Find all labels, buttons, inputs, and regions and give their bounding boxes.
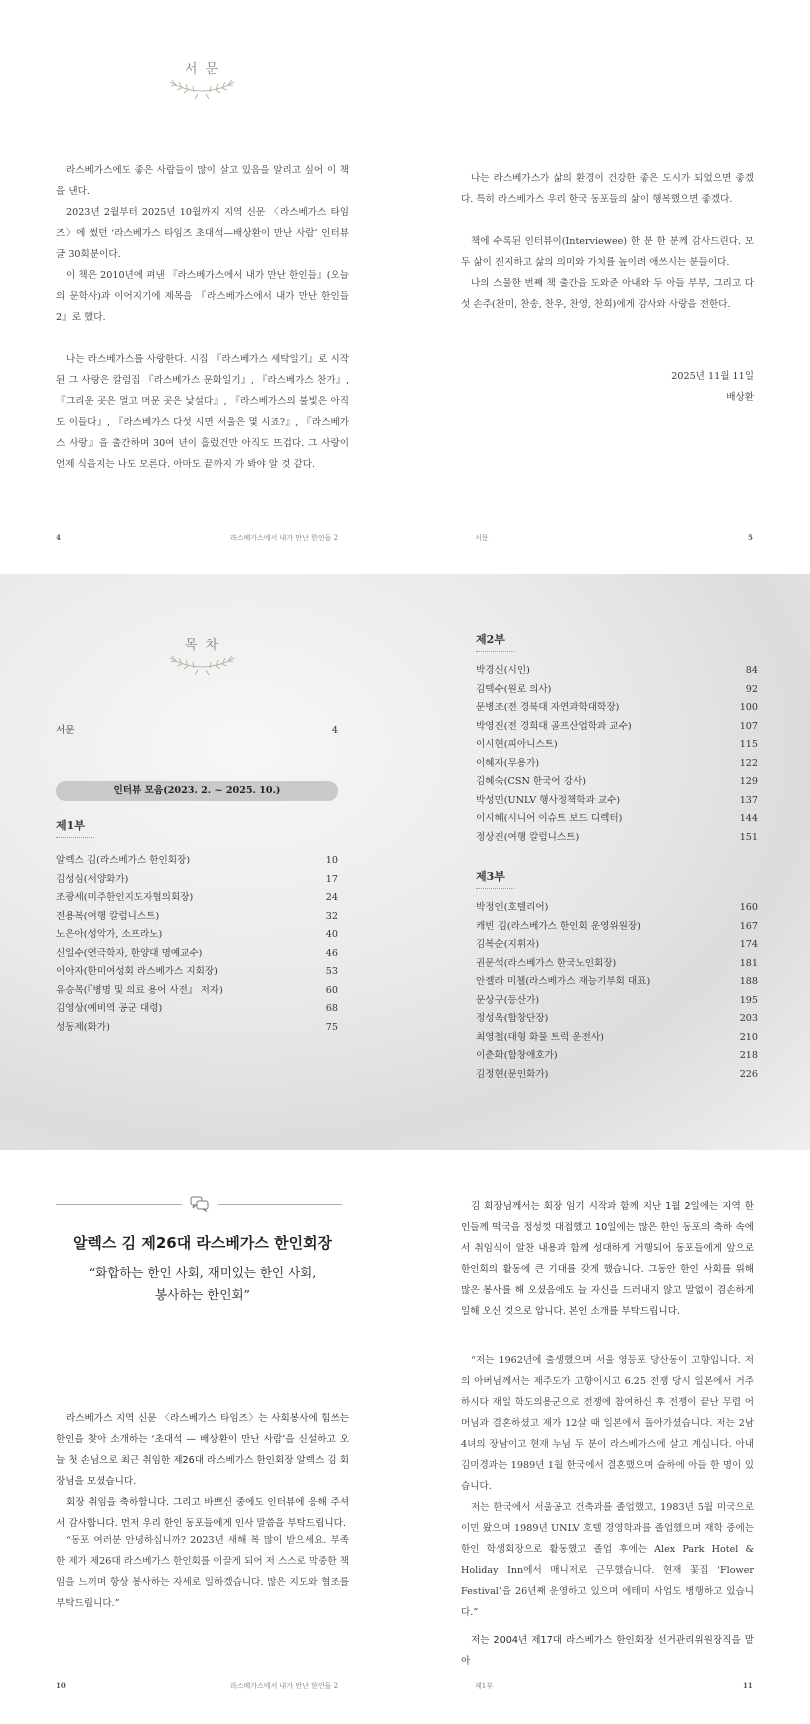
toc-entry-page: 53 [325, 966, 338, 977]
toc-entry[interactable] [56, 945, 338, 964]
toc-entry-preface[interactable] [56, 722, 338, 741]
toc-entry[interactable] [56, 1019, 338, 1038]
spread-interview [0, 1150, 810, 1724]
question-paragraph: 김 회장님께서는 회장 임기 시작과 함께 지난 1월 2일에는 지역 한인들께 떡국을 정성껏 대접했고 10일에는 많은 한인 동포의 축하 속에서 취임식이 알찬 내용과 함께 성대하게 거행되어 동포들에게 앞으로 한인회의 활동에 큰 기대를 갖게 했습니다. 그동안 한인 사회를 위해 많은 봉사를 해 오셨음에도 늘 자신을 드러내지 않고 말없이 겸손하게 일해 오신 것으로 압니다. 본인 소개를 부탁드립니다. [461, 1201, 754, 1317]
toc-entry-label: 이시현(피아니스트) [476, 739, 558, 750]
toc-entry-label: 문병조(전 경북대 자연과학대학장) [476, 702, 620, 713]
toc-entry-page: 10 [325, 855, 338, 866]
rule-right [218, 1204, 342, 1205]
preface-paragraph: 라스베가스에도 좋은 사람들이 많이 살고 있음을 알리고 싶어 이 책을 낸다. [56, 165, 349, 197]
toc-entry-label: 김성심(서양화가) [56, 873, 129, 885]
page-5 [405, 0, 810, 574]
spread-toc [0, 574, 810, 1150]
preface-paragraph: 나는 라스베가스를 사랑한다. 시집 『라스베가스 세탁일기』로 시작된 그 사랑은 칼럼집 『라스베가스 문화일기』, 『라스베가스 찬가』, 『그리운 곳은 멀고 머문 곳은 낯설다』, 『라스베가스의 불빛은 아직도 이들다』, 『라스베가스 다섯 시면 서울은 몇 시죠?』, 『라스베가스 사랑』을 출간하며 30여 년이 흘렀건만 아직도 뜨겁다. 그 사랑이 언제 식을지는 나도 모른다. 아마도 끝까지 가 봐야 알 것 같다. [56, 354, 349, 470]
toc-entry-label: 김영상(예비역 공군 대령) [56, 1003, 163, 1014]
toc-entry[interactable] [476, 992, 758, 1011]
toc-entry[interactable] [476, 755, 758, 774]
interview-question [461, 1196, 754, 1322]
toc-entry-page: 129 [739, 776, 758, 787]
toc-entry[interactable] [56, 871, 338, 890]
running-head: 라스베가스에서 내가 만난 한인들 2 [230, 534, 339, 542]
toc-entry[interactable] [476, 1029, 758, 1048]
toc-entry[interactable] [476, 899, 758, 918]
toc-entry-page: 40 [325, 929, 338, 940]
toc-entry-page: 160 [739, 902, 758, 913]
page-11 [405, 1150, 810, 1724]
preface-paragraph: 책에 수록된 인터뷰이(Interviewee) 한 분 한 분께 감사드린다. 모두 삶이 진지하고 삶의 의미와 가치를 높이려 애쓰시는 분들이다. [461, 236, 754, 268]
toc-entry-page: 218 [739, 1050, 758, 1061]
interview-intro [56, 1408, 349, 1534]
running-head: 서문 [475, 534, 489, 542]
laurel-ornament-icon [162, 646, 242, 676]
toc-entry[interactable] [476, 829, 758, 848]
preface-date: 2025년 11월 11일 [671, 371, 754, 382]
page-number: 4 [56, 533, 61, 542]
toc-entry-label: 박영진(전 경희대 골프산업학과 교수) [476, 720, 632, 732]
toc-entry-label: 박정인(호텔리어) [476, 902, 549, 913]
toc-entry[interactable] [476, 955, 758, 974]
toc-entry-page: 75 [325, 1021, 338, 1033]
toc-entry[interactable] [476, 792, 758, 811]
toc-entry[interactable] [56, 982, 338, 1001]
interview-answer [56, 1530, 349, 1614]
toc-entry-label: 서문 [56, 725, 75, 736]
toc-entry-page: 17 [325, 873, 338, 885]
toc-entry-label: 김혜숙(CSN 한국어 강사) [476, 776, 587, 787]
preface-paragraph: 이 책은 2010년에 펴낸 『라스베가스에서 내가 만난 한인들』(오늘의 문학사)과 이어지기에 제목을 『라스베가스에서 내가 만난 한인들 2』로 했다. [56, 270, 349, 323]
question-paragraph: 회장 취임을 축하합니다. 그리고 바쁘신 중에도 인터뷰에 응해 주셔서 감사합니다. 먼저 우리 한인 동포들에게 인사 말씀을 부탁드립니다. [56, 1497, 349, 1529]
toc-entry[interactable] [476, 736, 758, 755]
toc-entry[interactable] [476, 662, 758, 681]
part-title: 제2부 [476, 631, 514, 652]
toc-entry-label: 이춘화(합창애호가) [476, 1050, 558, 1061]
toc-entry-page: 122 [739, 757, 758, 769]
spread-preface [0, 0, 810, 574]
toc-entry[interactable] [476, 681, 758, 700]
toc-entry-label: 이혜자(무용가) [476, 757, 540, 769]
toc-entry-label: 최영철(대형 화물 트럭 운전사) [476, 1031, 604, 1043]
page-number: 11 [743, 1681, 753, 1690]
toc-entry-label: 전용복(여행 칼럼니스트) [56, 910, 160, 922]
interview-answer [461, 1350, 754, 1623]
page-number: 5 [748, 533, 753, 542]
question-paragraph: 라스베가스 지역 신문 〈라스베가스 타임즈〉는 사회봉사에 힘쓰는 한인을 찾아 소개하는 ‘초대석 — 배상환이 만난 사람’을 신설하고 오늘 첫 손님으로 최근 취임한 제26대 라스베가스 한인회장 알렉스 김 회장님을 모셨습니다. [56, 1413, 349, 1487]
question-paragraph: 저는 2004년 제17대 라스베가스 한인회장 선거관리위원장직을 맡아 [461, 1635, 754, 1667]
toc-entry-label: 정성옥(합창단장) [476, 1013, 549, 1024]
toc-entry-page: 137 [739, 794, 758, 806]
part-title: 제3부 [476, 868, 514, 889]
toc-entry-page: 181 [739, 957, 758, 969]
preface-body-right [461, 168, 754, 315]
toc-entry[interactable] [476, 699, 758, 718]
toc-entry-label: 노은아(성악가, 소프라노) [56, 929, 163, 940]
toc-entry[interactable] [476, 773, 758, 792]
toc-entry-page: 46 [325, 947, 338, 959]
toc-entry-page: 210 [739, 1031, 758, 1043]
toc-entry-page: 144 [739, 813, 758, 824]
toc-entry-page: 92 [745, 683, 758, 695]
toc-entry[interactable] [56, 852, 338, 871]
answer-paragraph: “저는 1962년에 출생했으며 서울 영등포 당산동이 고향입니다. 저의 아버님께서는 제주도가 고향이시고 6.25 전쟁 당시 일본에서 거주하시다 재일 학도의용군으로 전쟁에 참여하신 후 전쟁이 끝난 무렵 어머님과 결혼하셨고 제가 12살 때 일본에서 돌아가셨습니다. 저는 2남 4녀의 장남이고 현재 누님 두 분이 라스베가스에 살고 계십니다. 아내 김미경과는 1989년 1월 한국에서 결혼했으며 슬하에 아들 한 명이 있습니다. [461, 1355, 754, 1492]
part-title: 제1부 [56, 817, 94, 838]
interview-title: 알렉스 김 제26대 라스베가스 한인회장 [72, 1234, 333, 1252]
running-head: 라스베가스에서 내가 만난 한인들 2 [230, 1682, 339, 1690]
toc-right-page [405, 574, 810, 1150]
toc-entry[interactable] [56, 926, 338, 945]
preface-heading: 서 문 [184, 62, 221, 77]
toc-entry-label: 김택수(원로 의사) [476, 683, 552, 695]
preface-paragraph: 나의 스물한 번째 책 출간을 도와준 아내와 두 아들 부부, 그리고 다섯 손주(찬미, 찬송, 찬우, 찬영, 찬희)에게 감사와 사랑을 전한다. [461, 278, 754, 310]
page-4 [0, 0, 405, 574]
toc-entry[interactable] [476, 973, 758, 992]
toc-entry-label: 안젤라 미첼(라스베가스 재능기부회 대표) [476, 976, 651, 987]
toc-left-page [0, 574, 405, 1150]
toc-entry-page: 107 [739, 720, 758, 732]
preface-paragraph: 2023년 2월부터 2025년 10월까지 지역 신문 〈라스베가스 타임즈〉에 썼던 ‘라스베가스 타임즈 초대석—배상환이 만난 사람’ 인터뷰 글 30회분이다. [56, 207, 349, 260]
toc-entry[interactable] [476, 918, 758, 937]
toc-entry-page: 60 [325, 984, 338, 996]
toc-list [56, 852, 338, 1037]
running-head: 제1부 [475, 1682, 493, 1690]
toc-part-2 [476, 631, 758, 847]
chat-bubbles-icon [190, 1196, 210, 1212]
toc-entry-label: 김정현(문인화가) [476, 1068, 549, 1080]
toc-entry-page: 32 [325, 910, 338, 922]
toc-entry-page: 188 [739, 976, 758, 987]
toc-entry-label: 정상진(여행 칼럼니스트) [476, 831, 580, 843]
answer-paragraph: 저는 한국에서 서울공고 건축과를 졸업했고, 1983년 5월 미국으로 이민 왔으며 1989년 UNLV 호텔 경영학과를 졸업했으며 재학 중에는 한인 학생회장으로 활동했고 졸업 후에는 Alex Park Hotel & Holiday Inn에서 매니저로 근무했습니다. 현재 꽃집 ‘Flower Festival’을 26년째 운영하고 있으며 에테미 사업도 병행하고 있습니다.” [461, 1502, 754, 1618]
page-number: 10 [56, 1681, 66, 1690]
preface-paragraph: 나는 라스베가스가 삶의 환경이 건강한 좋은 도시가 되었으면 좋겠다. 특히 라스베가스 우리 한국 동포들의 삶이 행복했으면 좋겠다. [461, 173, 754, 205]
laurel-ornament-icon [162, 70, 242, 100]
toc-entry[interactable] [476, 1010, 758, 1029]
toc-entry[interactable] [476, 810, 758, 829]
toc-entry-page: 195 [739, 994, 758, 1006]
toc-entry-label: 박성민(UNLV 행사정책학과 교수) [476, 794, 621, 806]
toc-entry-label: 이아자(한미여성회 라스베가스 지회장) [56, 966, 218, 977]
toc-entry[interactable] [56, 963, 338, 982]
rule-left [56, 1204, 182, 1205]
toc-entry-page: 151 [739, 831, 758, 843]
toc-entry-label: 유승목(『병명 및 의료 용어 사전』 저자) [56, 984, 223, 996]
toc-entry-page: 203 [739, 1013, 758, 1024]
preface-body-left [56, 160, 349, 475]
toc-entry-page: 174 [739, 939, 758, 950]
toc-part-1 [56, 817, 338, 1037]
signature-block [461, 366, 754, 408]
toc-entry-page: 84 [745, 665, 758, 676]
page-10 [0, 1150, 405, 1724]
toc-entry-page: 167 [739, 920, 758, 932]
toc-entry[interactable] [476, 718, 758, 737]
toc-entry-label: 이시혜(시니어 이슈트 보드 디렉터) [476, 813, 623, 824]
toc-entry-page: 100 [739, 702, 758, 713]
toc-entry-label: 박경신(시인) [476, 665, 530, 676]
toc-entry-label: 문상구(등산가) [476, 994, 540, 1006]
preface-author: 배상환 [726, 392, 754, 403]
toc-entry-label: 캐빈 김(라스베가스 한인회 운영위원장) [476, 920, 641, 932]
interview-quote-line1: “화합하는 한인 사회, 재미있는 한인 사회, [88, 1265, 317, 1280]
section-pill: 인터뷰 모음(2023. 2. ~ 2025. 10.) [56, 781, 338, 801]
toc-entry-label: 조광세(미주한인지도자협의회장) [56, 892, 194, 903]
toc-entry[interactable] [56, 1000, 338, 1019]
toc-entry-page: 24 [325, 892, 338, 903]
toc-entry[interactable] [476, 1047, 758, 1066]
toc-entry[interactable] [56, 908, 338, 927]
toc-list [476, 662, 758, 847]
toc-entry-label: 알렉스 김(라스베가스 한인회장) [56, 855, 191, 866]
toc-entry-page: 226 [739, 1068, 758, 1080]
interview-question [461, 1630, 754, 1672]
toc-entry-label: 권문석(라스베가스 한국노인회장) [476, 957, 617, 969]
toc-entry[interactable] [476, 1066, 758, 1085]
toc-entry-label: 김복순(지휘자) [476, 939, 540, 950]
interview-quote-line2: 봉사하는 한인회” [155, 1287, 250, 1302]
toc-entry-label: 신일수(연극학자, 한양대 명예교수) [56, 947, 203, 959]
toc-entry[interactable] [476, 936, 758, 955]
toc-heading: 목 차 [184, 638, 221, 653]
toc-entry-page: 115 [739, 739, 758, 750]
toc-entry-page: 68 [325, 1003, 338, 1014]
toc-entry-page: 4 [331, 725, 338, 736]
toc-part-3 [476, 868, 758, 1084]
answer-paragraph: “동포 여러분 안녕하십니까? 2023년 새해 복 많이 받으세요. 부족한 제가 제26대 라스베가스 한인회를 이끌게 되어 저 스스로 막중한 책임을 느끼며 항상 봉사하는 자세로 일하겠습니다. 많은 지도와 협조를 부탁드립니다.” [56, 1535, 349, 1609]
toc-entry[interactable] [56, 889, 338, 908]
toc-entry-label: 성동제(화가) [56, 1021, 110, 1033]
toc-list [476, 899, 758, 1084]
